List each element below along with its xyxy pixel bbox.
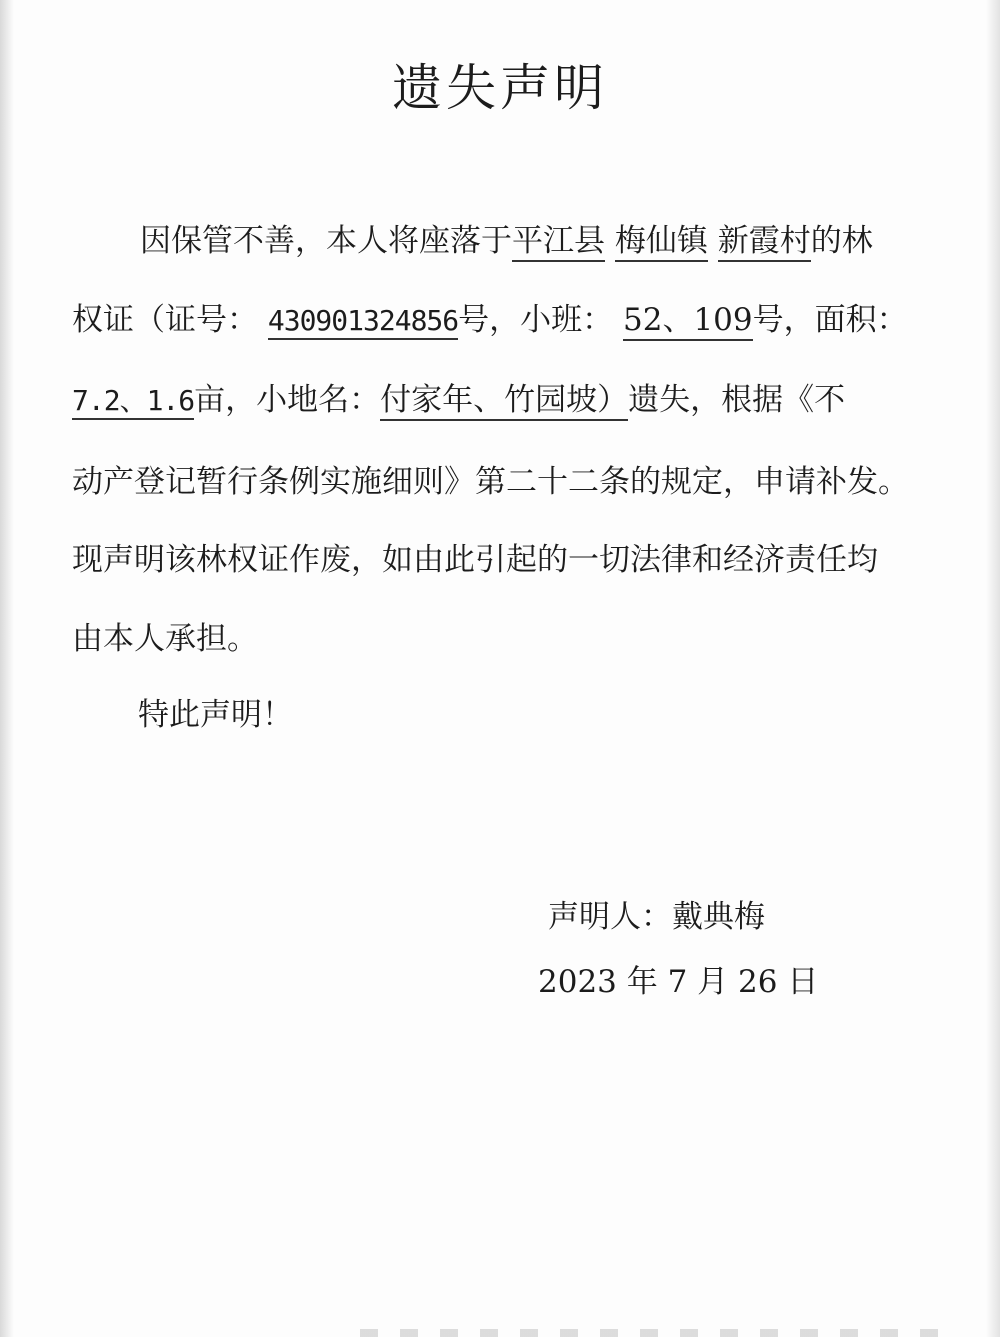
signature-date: 2023 年 7 月 26 日 <box>538 964 819 1000</box>
document-title: 遗失声明 <box>392 59 608 117</box>
cert-label: 权证（证号： <box>72 302 258 338</box>
signature-line <box>548 895 765 939</box>
line3-tail: 遗失，根据《不 <box>628 382 846 418</box>
intro-text: 因保管不善，本人将座落于 <box>140 223 512 259</box>
certificate-number-field: 430901324856 <box>268 304 458 340</box>
scan-edge-right <box>986 0 1000 1337</box>
place-name-field: 付家年、竹园坡） <box>380 382 628 421</box>
town-field: 梅仙镇 <box>615 223 708 262</box>
scan-edge-left <box>0 0 14 1337</box>
body-line-4: 动产登记暂行条例实施细则》第二十二条的规定，申请补发。 <box>72 464 909 500</box>
body-line-2 <box>72 298 908 343</box>
county-field: 平江县 <box>512 223 605 262</box>
place-label: 亩，小地名： <box>194 382 381 418</box>
plot-number-field: 52、109 <box>623 302 753 341</box>
body-line-1 <box>140 219 873 263</box>
body-line-5: 现声明该林权证作废，如由此引起的一切法律和经济责任均 <box>72 542 878 578</box>
closing-statement: 特此声明！ <box>138 697 293 733</box>
signature-name: 戴典梅 <box>672 899 765 935</box>
signature-label: 声明人： <box>548 899 672 935</box>
body-line-3 <box>72 378 845 423</box>
plot-label: 号，小班： <box>458 302 614 338</box>
body-line-6: 由本人承担。 <box>72 621 258 657</box>
scan-bottom-artifacts <box>360 1329 960 1337</box>
line1-tail: 的林 <box>810 223 873 259</box>
area-field: 7.2、1.6 <box>72 384 194 420</box>
area-label: 号，面积： <box>752 302 908 338</box>
village-field: 新霞村 <box>718 223 811 262</box>
